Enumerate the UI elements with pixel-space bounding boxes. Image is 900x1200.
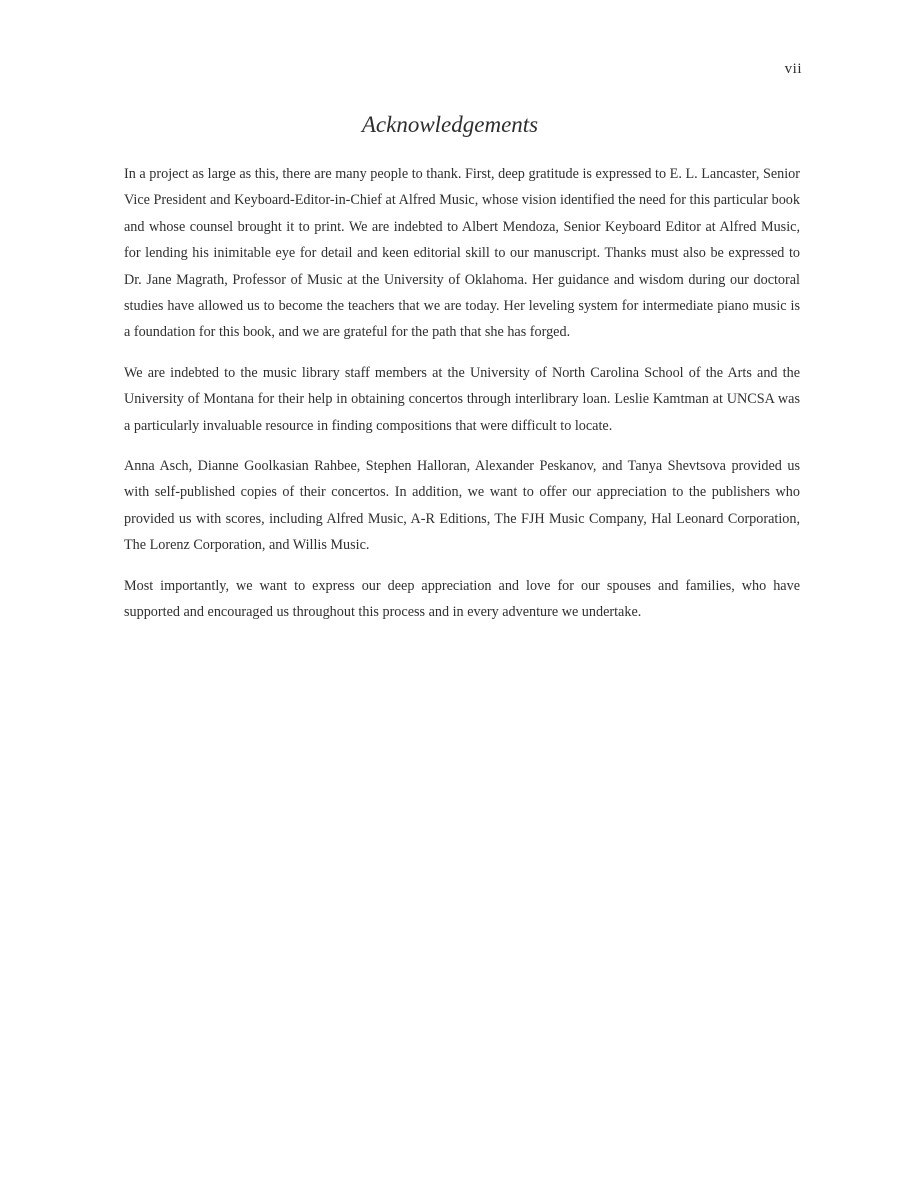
paragraph-1: In a project as large as this, there are many people to thank. First, deep gratitude is expressed to E. L. Lancaster, Senior Vice President and Keyboard-Editor-in-Chief at Alfred Music, whose vision identified the need for this particular book and whose counsel brought it to print. We are indebted to Albert Mendoza, Senior Keyboard Editor at Alfred Music, for lending his inimitable eye for detail and keen editorial skill to our manuscript. Thanks must also be expressed to Dr. Jane Magrath, Professor of Music at the University of Oklahoma. Her guidance and wisdom during our doctoral studies have allowed us to become the teachers that we are today. Her leveling system for intermediate piano music is a foundation for this book, and we are grateful for the path that she has forged. xyxy=(124,166,800,341)
page-number: vii xyxy=(784,61,802,77)
page-title: Acknowledgements xyxy=(361,112,539,137)
paragraph-2: We are indebted to the music library staff members at the University of North Carolina School of the Arts and the University of Montana for their help in obtaining concertos through interlibrary loan. Leslie Kamtman at UNCSA was a particularly invaluable resource in finding compositions that were difficult to locate. xyxy=(124,364,800,434)
paragraph-4: Most importantly, we want to express our deep appreciation and love for our spouses and families, who have supported and encouraged us throughout this process and in every adventure we undertake. xyxy=(124,577,800,621)
paragraph-3: Anna Asch, Dianne Goolkasian Rahbee, Stephen Halloran, Alexander Peskanov, and Tanya Shevtsova provided us with self-published copies of their concertos. In addition, we want to offer our appreciation to the publishers who provided us with scores, including Alfred Music, A-R Editions, The FJH Music Company, Hal Leonard Corporation, The Lorenz Corporation, and Willis Music. xyxy=(124,458,800,554)
acknowledgements-body xyxy=(124,161,800,640)
